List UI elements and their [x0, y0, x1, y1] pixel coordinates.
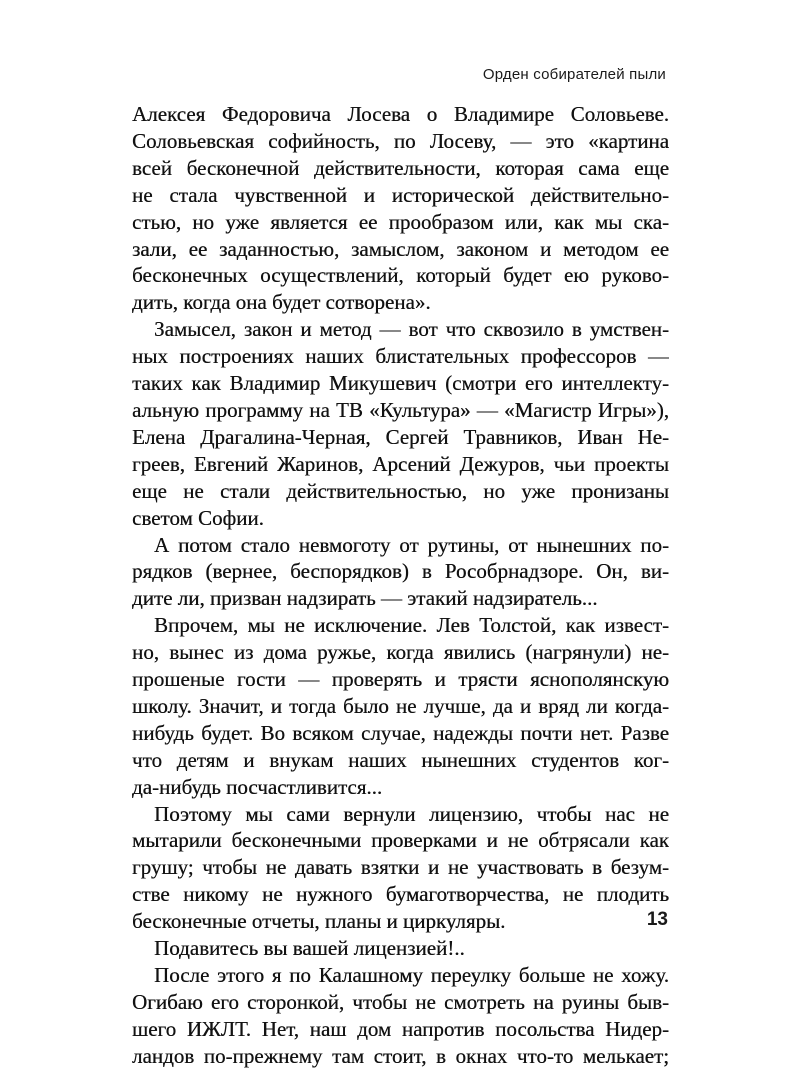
- text-line: зали, ее заданностью, замыслом, законом и методом ее: [132, 236, 669, 261]
- text-line: Огибаю его сторонкой, чтобы не смотреть на руины быв-: [132, 989, 669, 1014]
- text-line: бесконечных осуществлений, который будет ею руково-: [132, 263, 669, 288]
- text-line: А потом стало невмоготу от рутины, от нынешних по-: [154, 532, 669, 557]
- text-line: да-нибудь посчастливится...: [132, 774, 383, 799]
- text-line: прошеные гости — проверять и трясти яснополянскую: [132, 667, 669, 692]
- text-line: Соловьевская софийность, по Лосеву, — это «картина: [132, 128, 669, 153]
- body-text: [132, 101, 669, 1070]
- text-line: что детям и внукам наших нынешних студентов ког-: [132, 747, 669, 772]
- text-line: дить, когда она будет сотворена».: [132, 290, 431, 315]
- text-line: Подавитесь вы вашей лицензией!..: [154, 936, 465, 961]
- text-line: еще не стали действительностью, но уже пронизаны: [132, 478, 669, 503]
- running-head: Орден собирателей пыли: [482, 66, 666, 83]
- text-line: греев, Евгений Жаринов, Арсений Дежуров, чьи проекты: [132, 451, 669, 476]
- text-line: Алексея Федоровича Лосева о Владимире Соловьеве.: [132, 102, 669, 126]
- text-line: ных построениях наших блистательных профессоров —: [132, 344, 669, 369]
- text-line: школу. Значит, и тогда было не лучше, да и вряд ли когда-: [132, 693, 669, 718]
- text-line: не стала чувственной и исторической действительно-: [132, 182, 669, 207]
- text-line: Замысел, закон и метод — вот что сквозило в умствен-: [154, 317, 669, 342]
- text-line: таких как Владимир Микушевич (смотри его интеллекту-: [132, 371, 669, 396]
- text-line: дите ли, призван надзирать — этакий надзиратель...: [132, 586, 598, 611]
- text-line: но, вынес из дома ружье, когда явились (нагрянули) не-: [132, 640, 669, 665]
- text-line: мытарили бесконечными проверками и не обтрясали как: [132, 828, 669, 853]
- text-line: бесконечные отчеты, планы и циркуляры.: [132, 909, 506, 934]
- text-line: Впрочем, мы не исключение. Лев Толстой, как извест-: [154, 613, 669, 638]
- text-line: шего ИЖЛТ. Нет, наш дом напротив посольства Нидер-: [132, 1016, 669, 1041]
- text-line: рядков (вернее, беспорядков) в Рособрнадзоре. Он, ви-: [132, 559, 669, 584]
- text-line: После этого я по Калашному переулку больше не хожу.: [154, 963, 669, 987]
- text-line: светом Софии.: [132, 505, 264, 530]
- text-line: стве никому не нужного бумаготворчества, не плодить: [132, 882, 669, 907]
- text-line: нибудь будет. Во всяком случае, надежды почти нет. Разве: [132, 720, 669, 745]
- text-line: всей бесконечной действительности, которая сама еще: [132, 155, 669, 180]
- text-line: альную программу на ТВ «Культура» — «Магистр Игры»),: [132, 397, 669, 422]
- text-line: Поэтому мы сами вернули лицензию, чтобы нас не: [154, 801, 669, 826]
- text-line: грушу; чтобы не давать взятки и не участвовать в безум-: [132, 855, 669, 880]
- text-line: ландов по-прежнему там стоит, в окнах что-то мелькает;: [132, 1043, 669, 1068]
- page-number: 13: [646, 909, 668, 930]
- text-line: Елена Драгалина-Черная, Сергей Травников, Иван Не-: [132, 424, 669, 449]
- text-line: стью, но уже является ее прообразом или, как мы ска-: [132, 209, 669, 234]
